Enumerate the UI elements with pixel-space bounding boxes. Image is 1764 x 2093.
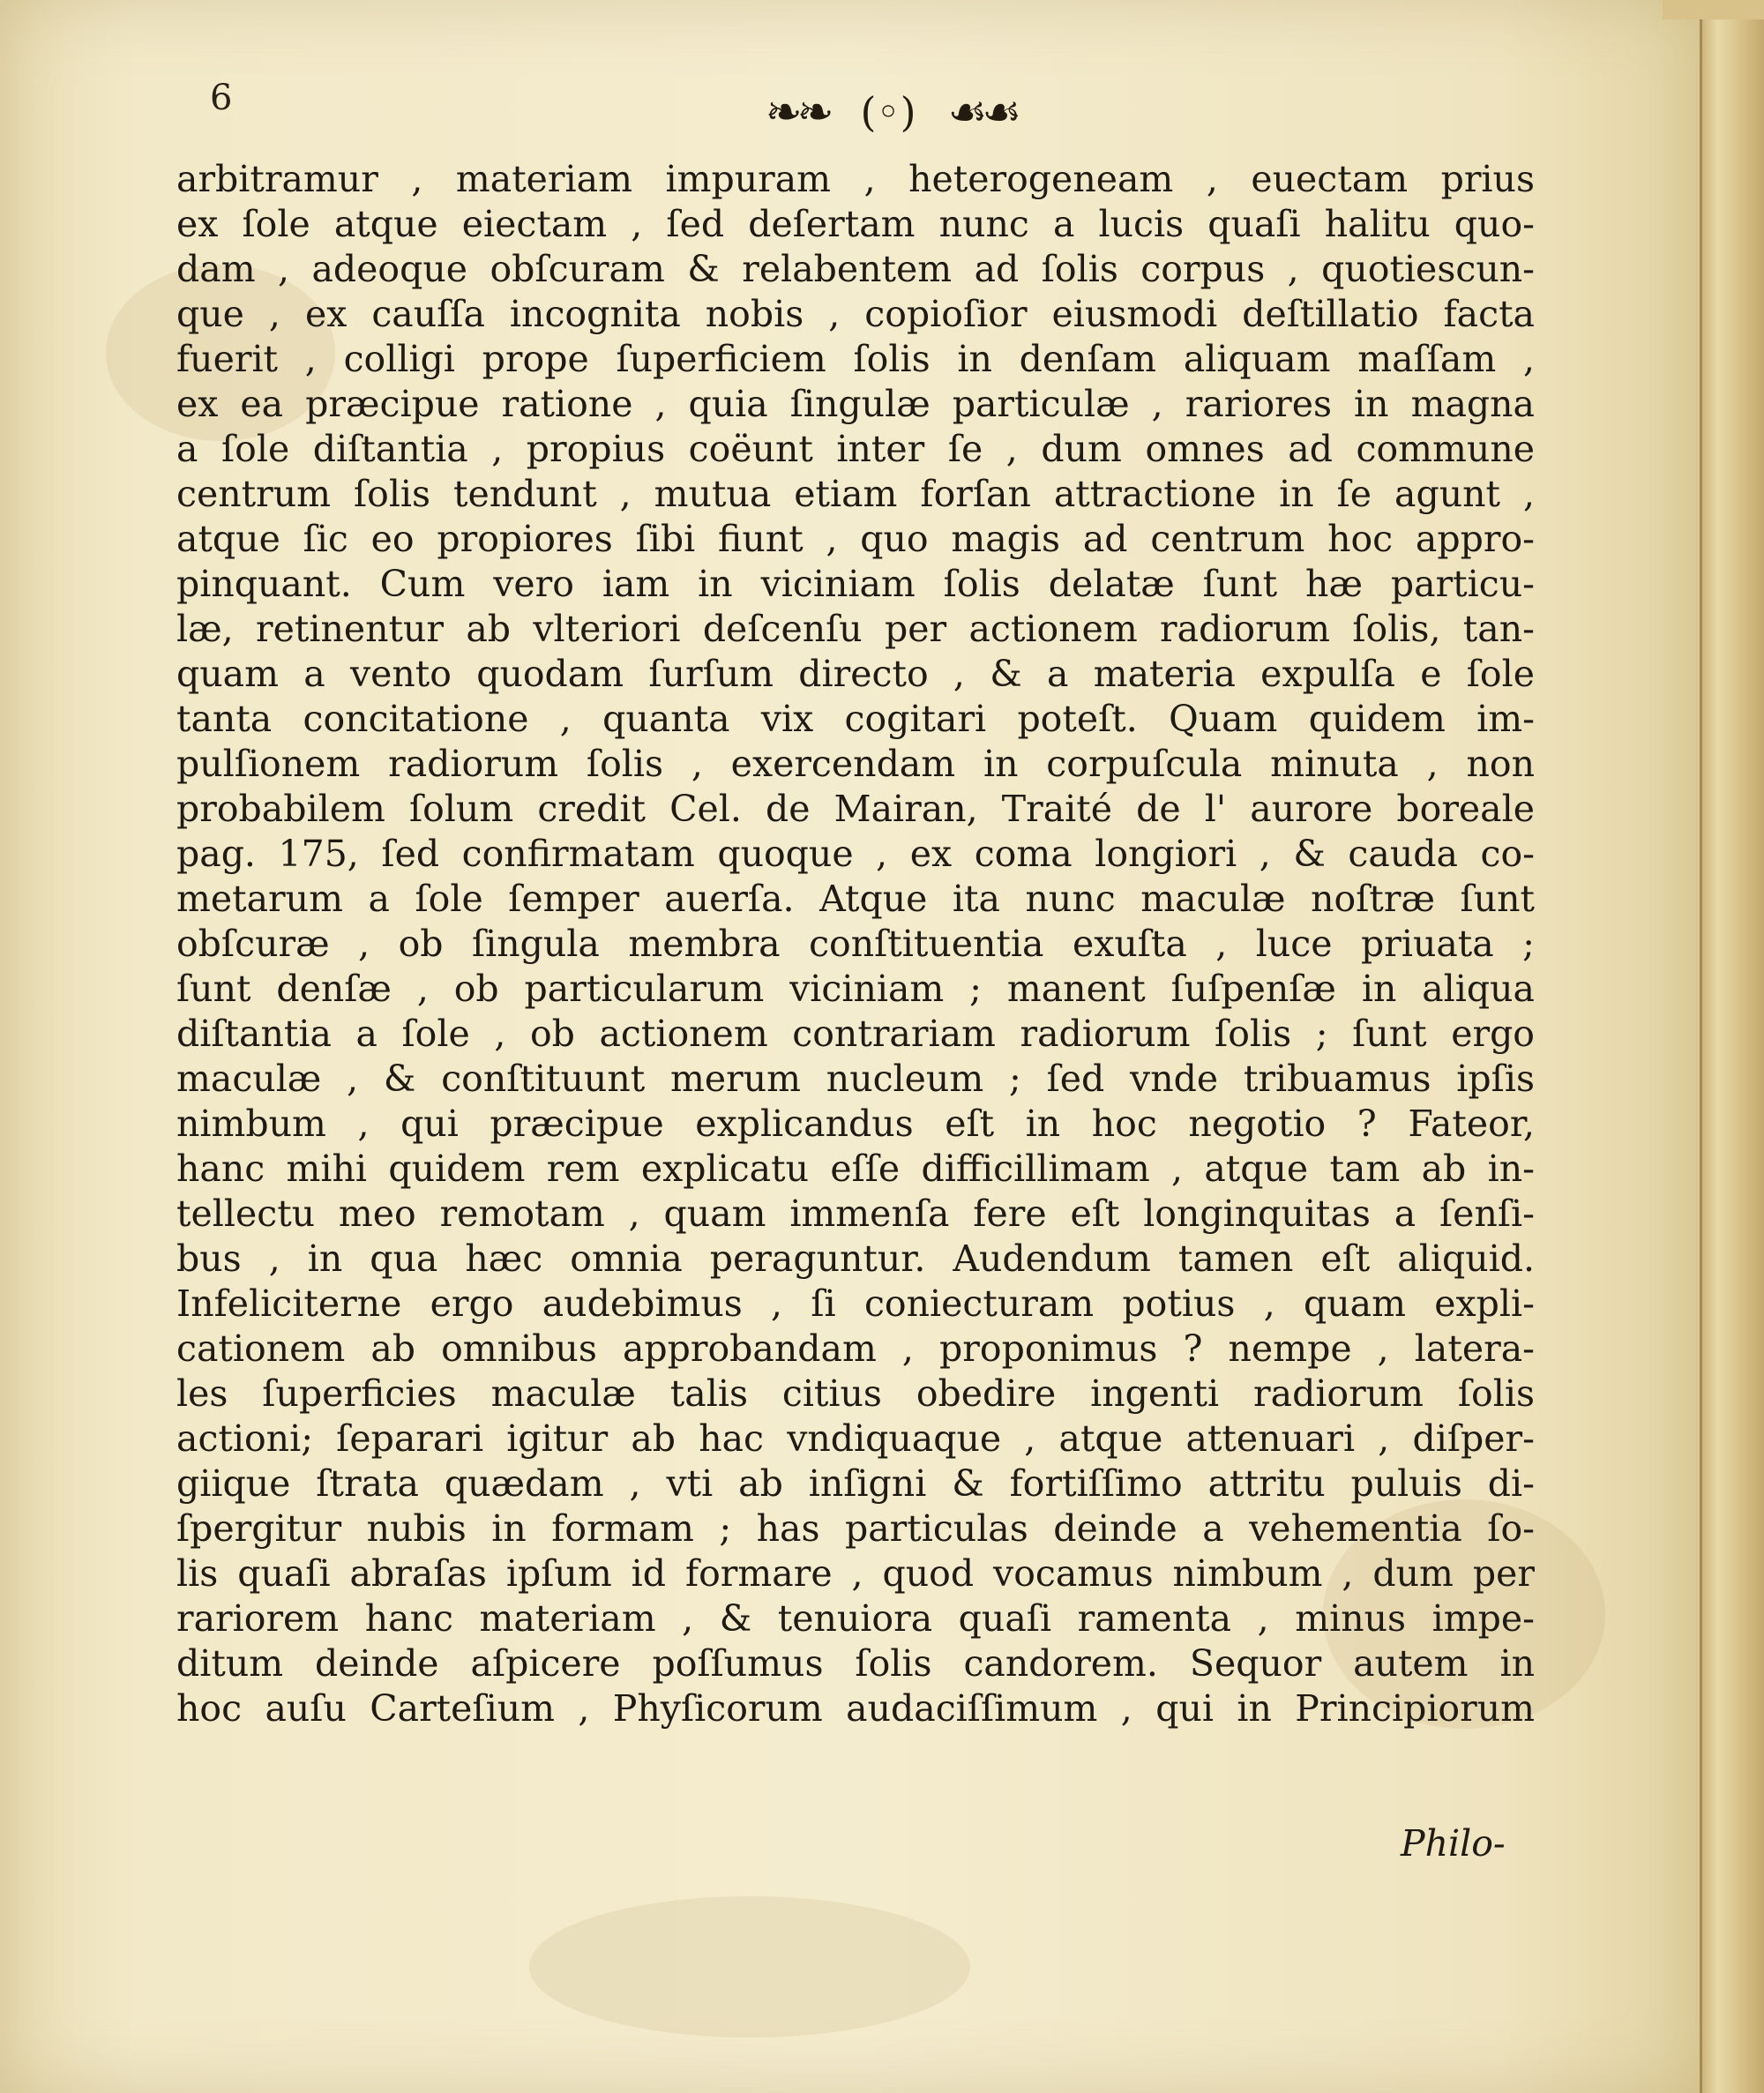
text-line: metarum a ſole ſemper auerſa. Atque ita nunc maculæ noſtræ ſunt	[176, 878, 1535, 920]
text-line: ex ea præcipue ratione , quia ſingulæ particulæ , rariores in magna	[176, 383, 1535, 425]
header-ornament	[732, 81, 1050, 143]
ornament-center: (◦)	[860, 88, 916, 136]
text-line: cationem ab omnibus approbandam , proponimus ? nempe , latera-	[176, 1327, 1535, 1370]
text-line: læ, retinentur ab vlteriori deſcenſu per actionem radiorum ſolis, tan-	[176, 608, 1535, 650]
text-line: ſunt denſæ , ob particularum viciniam ; manent ſuſpenſæ in aliqua	[176, 968, 1535, 1010]
text-line: quam a vento quodam ſurſum directo , & a materia expulſa e ſole	[176, 653, 1535, 695]
paper-stain	[529, 1896, 970, 2037]
page-edge-binding	[1700, 0, 1764, 2093]
text-line: les ſuperficies maculæ talis citius obedire ingenti radiorum ſolis	[176, 1372, 1535, 1415]
text-line: ex ſole atque eiectam , ſed deſertam nunc a lucis quaſi halitu quo-	[176, 203, 1535, 245]
text-line: pag. 175, ſed confirmatam quoque , ex coma longiori , & cauda co-	[176, 833, 1535, 875]
text-line: bus , in qua hæc omnia peraguntur. Audendum tamen eſt aliquid.	[176, 1237, 1535, 1280]
text-line: arbitramur , materiam impuram , heterogeneam , euectam prius	[176, 158, 1535, 200]
text-line: nimbum , qui præcipue explicandus eſt in hoc negotio ? Fateor,	[176, 1103, 1535, 1145]
text-line: centrum ſolis tendunt , mutua etiam forſan attractione in ſe agunt ,	[176, 473, 1535, 515]
text-line: pulſionem radiorum ſolis , exercendam in corpuſcula minuta , non	[176, 743, 1535, 785]
text-line: dam , adeoque obſcuram & relabentem ad ſolis corpus , quotiescun-	[176, 248, 1535, 290]
text-line: ſpergitur nubis in formam ; has particulas deinde a vehementia ſo-	[176, 1507, 1535, 1550]
text-line: actioni; ſeparari igitur ab hac vndiquaque , atque attenuari , diſper-	[176, 1417, 1535, 1460]
fleuron-right-icon: ☙☙	[947, 86, 1017, 138]
text-line: hanc mihi quidem rem explicatu eſſe difficillimam , atque tam ab in-	[176, 1147, 1535, 1190]
text-line: hoc auſu Carteſium , Phyſicorum audaciſſimum , qui in Principiorum	[176, 1687, 1535, 1730]
text-line: rariorem hanc materiam , & tenuiora quaſi ramenta , minus impe-	[176, 1597, 1535, 1640]
text-line: Infeliciterne ergo audebimus , ſi coniecturam potius , quam expli-	[176, 1282, 1535, 1325]
text-line: probabilem ſolum credit Cel. de Mairan, Traité de l' aurore boreale	[176, 788, 1535, 830]
text-line: a ſole diſtantia , propius coëunt inter ſe , dum omnes ad commune	[176, 428, 1535, 470]
text-line: tellectu meo remotam , quam immenſa fere eſt longinquitas a ſenſi-	[176, 1192, 1535, 1235]
text-line: atque ſic eo propiores ſibi fiunt , quo magis ad centrum hoc appro-	[176, 518, 1535, 560]
body-text	[176, 157, 1535, 1731]
text-line: que , ex cauſſa incognita nobis , copioſior eiusmodi deſtillatio facta	[176, 293, 1535, 335]
text-line: giique ſtrata quædam , vti ab inſigni & fortiſſimo attritu puluis di-	[176, 1462, 1535, 1505]
text-line: obſcuræ , ob ſingula membra conſtituentia exuſta , luce priuata ;	[176, 923, 1535, 965]
page-number: 6	[210, 78, 233, 118]
catchword: Philo-	[1401, 1822, 1506, 1865]
text-line: maculæ , & conſtituunt merum nucleum ; ſed vnde tribuamus ipſis	[176, 1058, 1535, 1100]
text-line: lis quaſi abraſas ipſum id formare , quod vocamus nimbum , dum per	[176, 1552, 1535, 1595]
text-line: diſtantia a ſole , ob actionem contrariam radiorum ſolis ; ſunt ergo	[176, 1013, 1535, 1055]
text-line: pinquant. Cum vero iam in viciniam ſolis delatæ ſunt hæ particu-	[176, 563, 1535, 605]
text-line: tanta concitatione , quanta vix cogitari poteſt. Quam quidem im-	[176, 698, 1535, 740]
text-line: fuerit , colligi prope ſuperficiem ſolis in denſam aliquam maſſam ,	[176, 338, 1535, 380]
text-line: ditum deinde aſpicere poſſumus ſolis candorem. Sequor autem in	[176, 1642, 1535, 1685]
page-edge-strip	[1663, 0, 1764, 19]
fleuron-left-icon: ❧❧	[765, 86, 829, 138]
